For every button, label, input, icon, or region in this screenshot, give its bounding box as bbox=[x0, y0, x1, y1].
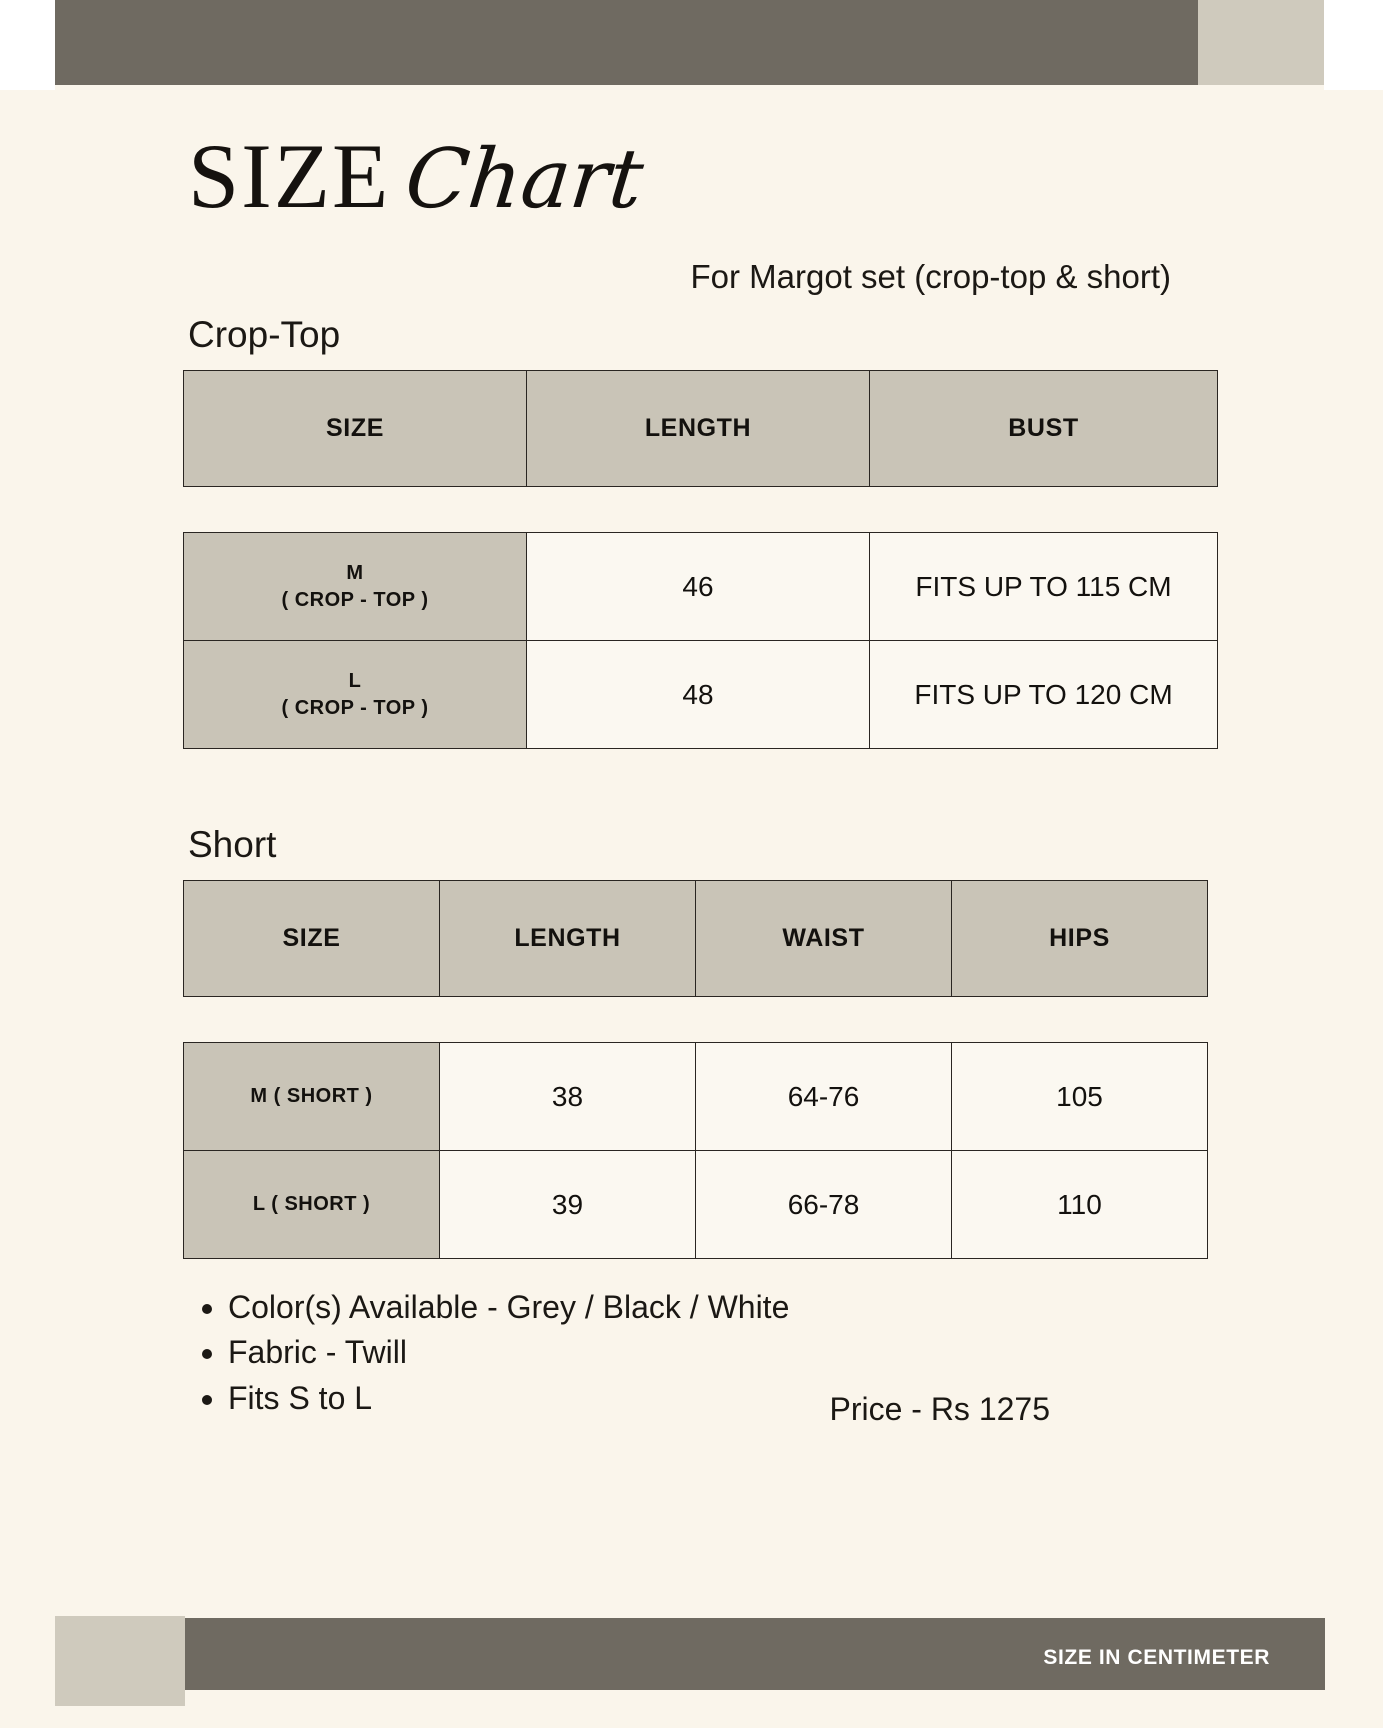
cell-length: 38 bbox=[440, 1043, 696, 1151]
cell-length: 39 bbox=[440, 1151, 696, 1259]
cell-size: M ( SHORT ) bbox=[184, 1043, 440, 1151]
page-subtitle: For Margot set (crop-top & short) bbox=[690, 258, 1171, 295]
list-item: • Fits S to L bbox=[228, 1376, 1383, 1421]
column-header-bust: BUST bbox=[870, 371, 1218, 487]
cell-waist: 66-78 bbox=[696, 1151, 952, 1259]
cell-size-value: M bbox=[346, 561, 364, 584]
short-body-table bbox=[183, 1042, 1208, 1259]
page-content bbox=[0, 125, 1383, 1437]
short-header-table bbox=[183, 880, 1208, 997]
footer-note: SIZE IN CENTIMETER bbox=[1043, 1646, 1270, 1669]
cell-hips: 105 bbox=[952, 1043, 1208, 1151]
cell-length: 46 bbox=[527, 533, 870, 641]
list-item: • Color(s) Available - Grey / Black / White bbox=[228, 1285, 1383, 1330]
cell-size: L ( SHORT ) bbox=[184, 1151, 440, 1259]
section-label-short: Short bbox=[188, 824, 277, 865]
cell-size-sub: ( CROP - TOP ) bbox=[281, 588, 429, 611]
cell-bust: FITS UP TO 115 CM bbox=[870, 533, 1218, 641]
top-bar-blank-right bbox=[1324, 0, 1383, 90]
column-header-size: SIZE bbox=[184, 881, 440, 997]
top-bar-light bbox=[1198, 0, 1324, 85]
cell-size-sub: ( CROP - TOP ) bbox=[281, 696, 429, 719]
column-header-length: LENGTH bbox=[440, 881, 696, 997]
section-label-crop-top: Crop-Top bbox=[188, 314, 341, 355]
column-header-length: LENGTH bbox=[527, 371, 870, 487]
column-header-hips: HIPS bbox=[952, 881, 1208, 997]
title-main: SIZE bbox=[188, 125, 391, 227]
top-bar-dark bbox=[55, 0, 1200, 85]
title-script: Chart bbox=[401, 132, 648, 227]
list-item: • Fabric - Twill bbox=[228, 1330, 1383, 1375]
page-title bbox=[188, 125, 1383, 227]
cell-bust: FITS UP TO 120 CM bbox=[870, 641, 1218, 749]
cell-length: 48 bbox=[527, 641, 870, 749]
product-details-list bbox=[198, 1285, 1383, 1421]
cell-waist: 64-76 bbox=[696, 1043, 952, 1151]
table-row bbox=[184, 641, 1218, 749]
cell-size bbox=[184, 641, 527, 749]
price-label: Price - Rs 1275 bbox=[829, 1391, 1050, 1428]
crop-top-header-table bbox=[183, 370, 1218, 487]
column-header-size: SIZE bbox=[184, 371, 527, 487]
table-header-row bbox=[184, 371, 1218, 487]
bottom-bar-light bbox=[55, 1616, 185, 1706]
top-bar-blank-left bbox=[0, 0, 55, 90]
top-decorative-bar bbox=[0, 0, 1383, 90]
cell-hips: 110 bbox=[952, 1151, 1208, 1259]
table-header-row bbox=[184, 881, 1208, 997]
table-row bbox=[184, 1043, 1208, 1151]
table-row bbox=[184, 1151, 1208, 1259]
crop-top-body-table bbox=[183, 532, 1218, 749]
table-row bbox=[184, 533, 1218, 641]
cell-size-value: L bbox=[348, 669, 362, 692]
column-header-waist: WAIST bbox=[696, 881, 952, 997]
cell-size bbox=[184, 533, 527, 641]
